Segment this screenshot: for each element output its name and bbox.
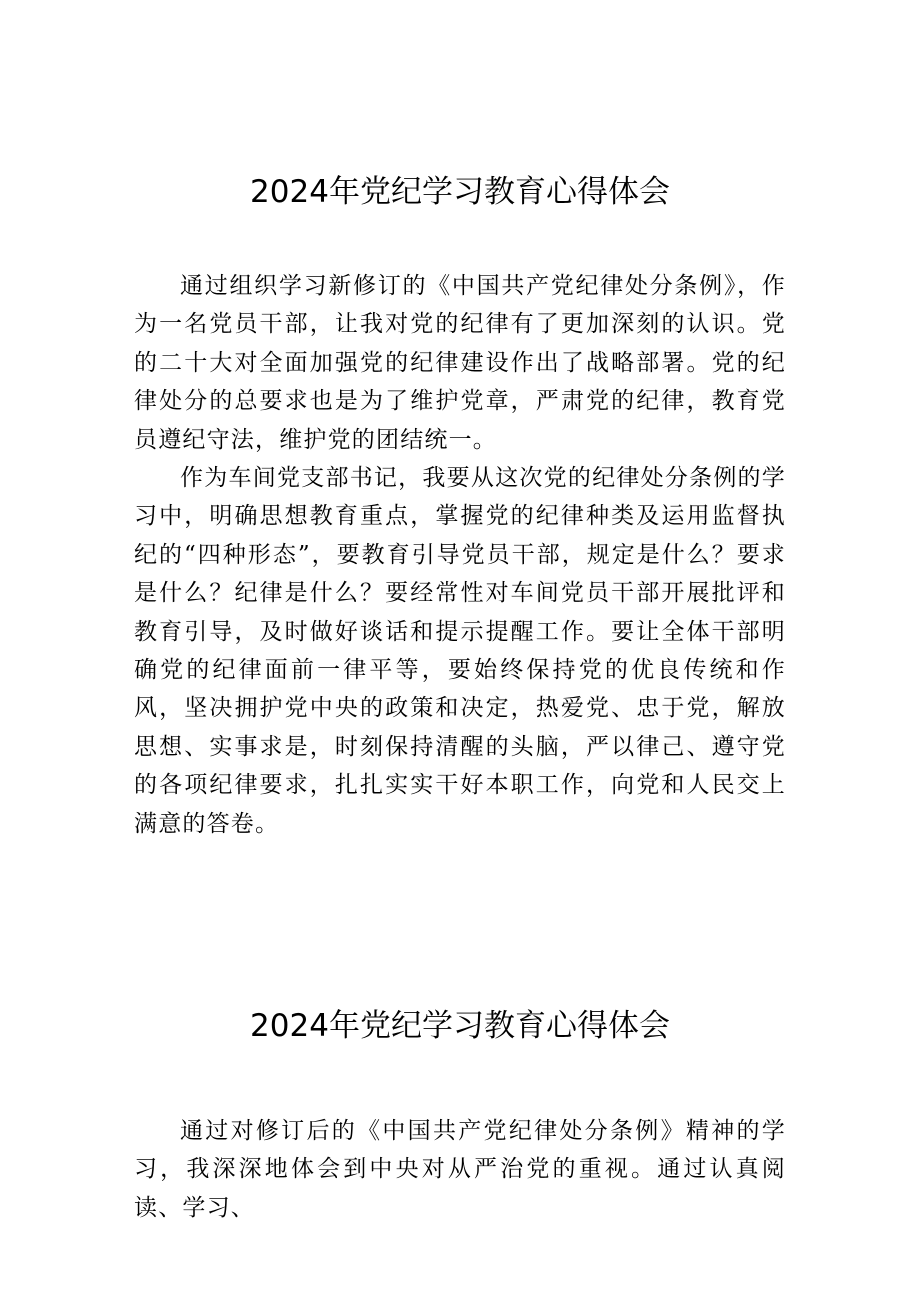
section-1-paragraph-1: 通过组织学习新修订的《中国共产党纪律处分条例》，作为一名党员干部，让我对党的纪律有了更加深刻的认识。党的二十大对全面加强党的纪律建设作出了战略部署。党的纪律处分的总要求也是为了维护党章，严肃党的纪律，教育党员遵纪守法，维护党的团结统一。 <box>134 273 786 453</box>
section-2-body <box>134 1112 786 1227</box>
section-2-title: 2024年党纪学习教育心得体会 <box>250 1008 670 1044</box>
section-1-body <box>134 267 786 843</box>
section-1-title: 2024年党纪学习教育心得体会 <box>250 174 670 210</box>
section-2-paragraph-1: 通过对修订后的《中国共产党纪律处分条例》精神的学习，我深深地体会到中央对从严治党的重视。通过认真阅读、学习、 <box>134 1118 786 1221</box>
section-1-paragraph-2: 作为车间党支部书记，我要从这次党的纪律处分条例的学习中，明确思想教育重点，掌握党的纪律种类及运用监督执纪的“四种形态”，要教育引导党员干部，规定是什么？要求是什么？纪律是什么？要经常性对车间党员干部开展批评和教育引导，及时做好谈话和提示提醒工作。要让全体干部明确党的纪律面前一律平等，要始终保持党的优良传统和作风，坚决拥护党中央的政策和决定，热爱党、忠于党，解放思想、实事求是，时刻保持清醒的头脑，严以律己、遵守党的各项纪律要求，扎扎实实干好本职工作，向党和人民交上满意的答卷。 <box>134 465 786 837</box>
